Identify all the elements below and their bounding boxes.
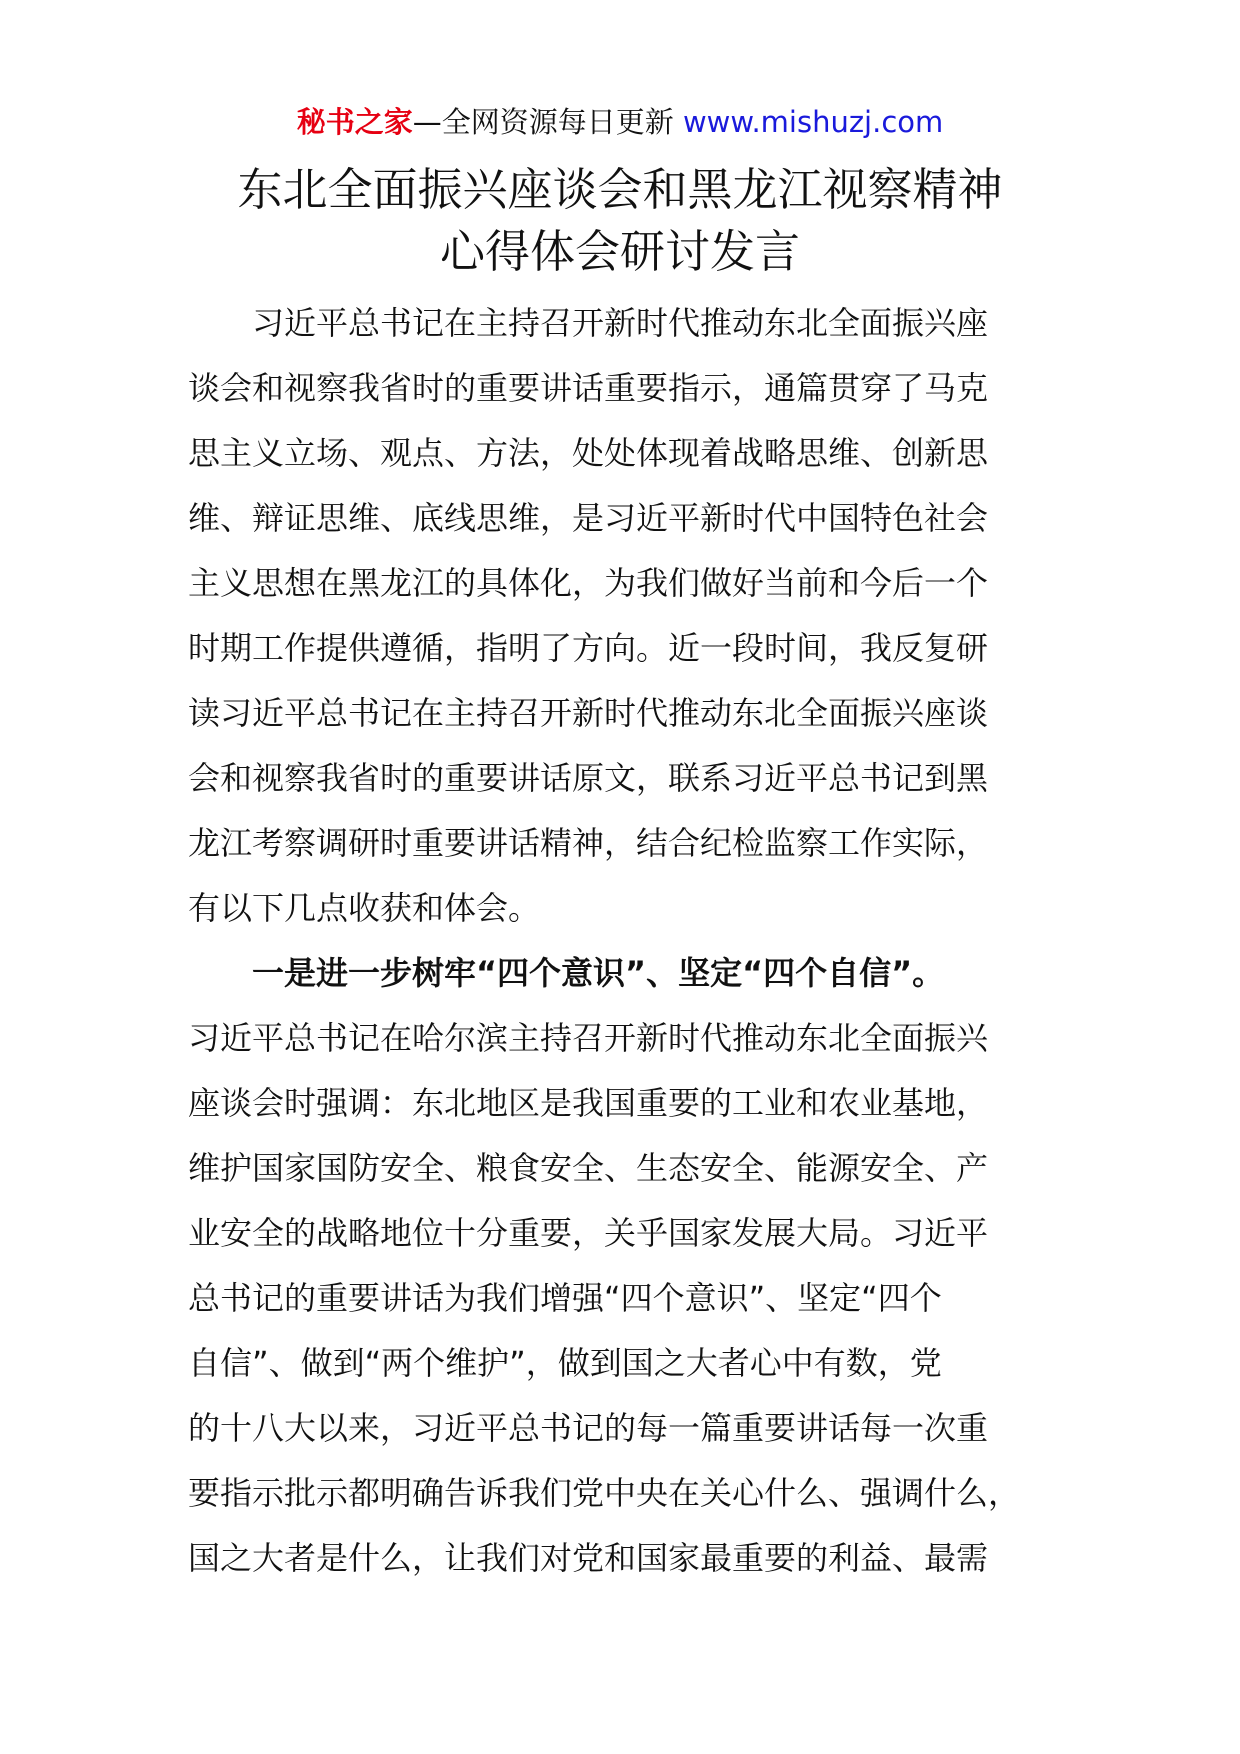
paragraph-line: 总书记的重要讲话为我们增强“四个意识”、坚定“四个 xyxy=(188,1279,942,1317)
paragraph-line: 要指示批示都明确告诉我们党中央在关心什么、强调什么， xyxy=(188,1474,1021,1512)
site-header xyxy=(0,102,1240,142)
document-title-line-1: 东北全面振兴座谈会和黑龙江视察精神 xyxy=(237,163,1003,216)
paragraph-line: 时期工作提供遵循，指明了方向。近一段时间，我反复研 xyxy=(188,629,989,667)
paragraph-line: 自信”、做到“两个维护”，做到国之大者心中有数，党 xyxy=(188,1344,942,1382)
paragraph-line: 国之大者是什么，让我们对党和国家最重要的利益、最需 xyxy=(188,1539,989,1577)
document-body xyxy=(188,291,1088,1591)
paragraph-line: 习近平总书记在哈尔滨主持召开新时代推动东北全面振兴 xyxy=(188,1019,989,1057)
paragraph-line: 维、辩证思维、底线思维，是习近平新时代中国特色社会 xyxy=(188,499,989,537)
paragraph-line: 读习近平总书记在主持召开新时代推动东北全面振兴座谈 xyxy=(188,694,989,732)
section-heading: 一是进一步树牢“四个意识”、坚定“四个自信”。 xyxy=(252,954,945,992)
document-title-line-2: 心得体会研讨发言 xyxy=(439,225,800,278)
paragraph-line: 谈会和视察我省时的重要讲话重要指示，通篇贯穿了马克 xyxy=(188,369,989,407)
paragraph-line: 座谈会时强调：东北地区是我国重要的工业和农业基地， xyxy=(188,1084,989,1122)
paragraph-line: 有以下几点收获和体会。 xyxy=(188,889,541,927)
site-tagline: —全网资源每日更新 xyxy=(412,105,674,139)
paragraph-line: 龙江考察调研时重要讲话精神，结合纪检监察工作实际， xyxy=(188,824,989,862)
paragraph-line: 习近平总书记在主持召开新时代推动东北全面振兴座 xyxy=(252,304,989,342)
paragraph-line: 会和视察我省时的重要讲话原文，联系习近平总书记到黑 xyxy=(188,759,989,797)
paragraph-line: 维护国家国防安全、粮食安全、生态安全、能源安全、产 xyxy=(188,1149,989,1187)
paragraph-line: 的十八大以来，习近平总书记的每一篇重要讲话每一次重 xyxy=(188,1409,989,1447)
site-url-link[interactable]: www.mishuzj.com xyxy=(682,105,944,139)
paragraph-line: 业安全的战略地位十分重要，关乎国家发展大局。习近平 xyxy=(188,1214,989,1252)
site-brand: 秘书之家 xyxy=(296,105,413,139)
paragraph-line: 主义思想在黑龙江的具体化，为我们做好当前和今后一个 xyxy=(188,564,989,602)
paragraph-line: 思主义立场、观点、方法，处处体现着战略思维、创新思 xyxy=(188,434,989,472)
